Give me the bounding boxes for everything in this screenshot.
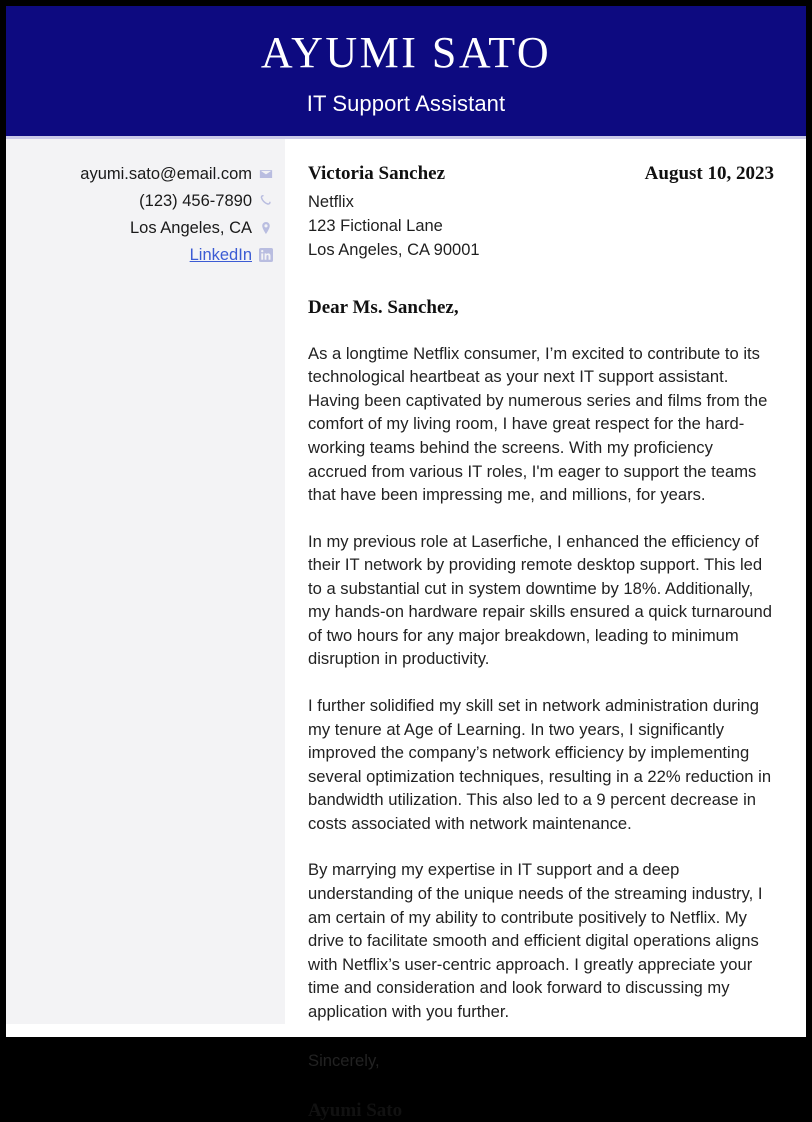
linkedin-link-text[interactable]: LinkedIn: [189, 245, 252, 264]
contact-item-linkedin[interactable]: [16, 243, 273, 267]
signature-name: Ayumi Sato: [308, 1099, 403, 1121]
letter-paragraph-1: As a longtime Netflix consumer, I’m excited to contribute to its technological heartbeat as your next IT support assistant. Having been captivated by numerous series and films from the comfort of my living room, I have great respect for the hard-working teams behind the screens. With my proficiency accrued from various IT roles, I'm eager to support the teams that have been impressing me, and millions, for years.: [308, 343, 768, 505]
contact-list: [16, 162, 273, 267]
letter-content: [308, 139, 806, 1121]
letter-body: [6, 139, 806, 1121]
contact-email-text: ayumi.sato@email.com: [80, 164, 252, 183]
contact-item-location: [16, 216, 273, 240]
cover-letter-page: [6, 6, 806, 1121]
letterhead-header: [6, 6, 806, 139]
closing-line: Sincerely,: [308, 1051, 380, 1071]
column-gutter: [285, 139, 308, 1024]
contact-sidebar: [6, 139, 285, 1024]
recipient-header-row: [308, 162, 774, 262]
contact-location-text: Los Angeles, CA: [130, 218, 252, 237]
recipient-company: Netflix: [308, 192, 354, 211]
location-pin-icon: [259, 221, 273, 235]
contact-item-email: [16, 162, 273, 186]
page-title: AYUMI SATO: [260, 28, 552, 77]
salutation: Dear Ms. Sanchez,: [308, 296, 459, 318]
job-title-subtitle: IT Support Assistant: [306, 91, 506, 117]
recipient-street: 123 Fictional Lane: [308, 217, 443, 236]
envelope-icon: [259, 167, 273, 181]
linkedin-icon[interactable]: [259, 248, 273, 262]
recipient-address-block: [308, 162, 480, 262]
contact-phone-text: (123) 456-7890: [139, 191, 252, 210]
letter-paragraph-3: I further solidified my skill set in network administration during my tenure at Age of Learning. In two years, I significantly improved the company’s network efficiency by implementing several optimization techniques, resulting in a 22% reduction in bandwidth utilization. This also led to a 9 percent decrease in costs associated with network maintenance.: [308, 696, 772, 833]
letter-date: August 10, 2023: [644, 163, 774, 185]
phone-icon: [259, 194, 273, 208]
contact-item-phone: [16, 189, 273, 213]
letter-paragraph-4: By marrying my expertise in IT support and a deep understanding of the unique needs of the streaming industry, I am certain of my ability to contribute positively to Netflix. My drive to facilitate smooth and efficient digital operations aligns with Netflix’s user-centric approach. I greatly appreciate your time and consideration and look forward to discussing my application with you further.: [308, 860, 763, 1021]
letter-paragraph-2: In my previous role at Laserfiche, I enhanced the efficiency of their IT network by providing remote desktop support. This led to a substantial cut in system downtime by 18%. Additionally, my hands-on hardware repair skills ensured a quick turnaround of two hours for any major breakdown, leading to minimum disruption in productivity.: [308, 531, 772, 669]
recipient-city: Los Angeles, CA 90001: [308, 241, 480, 260]
recipient-name: Victoria Sanchez: [308, 163, 446, 185]
